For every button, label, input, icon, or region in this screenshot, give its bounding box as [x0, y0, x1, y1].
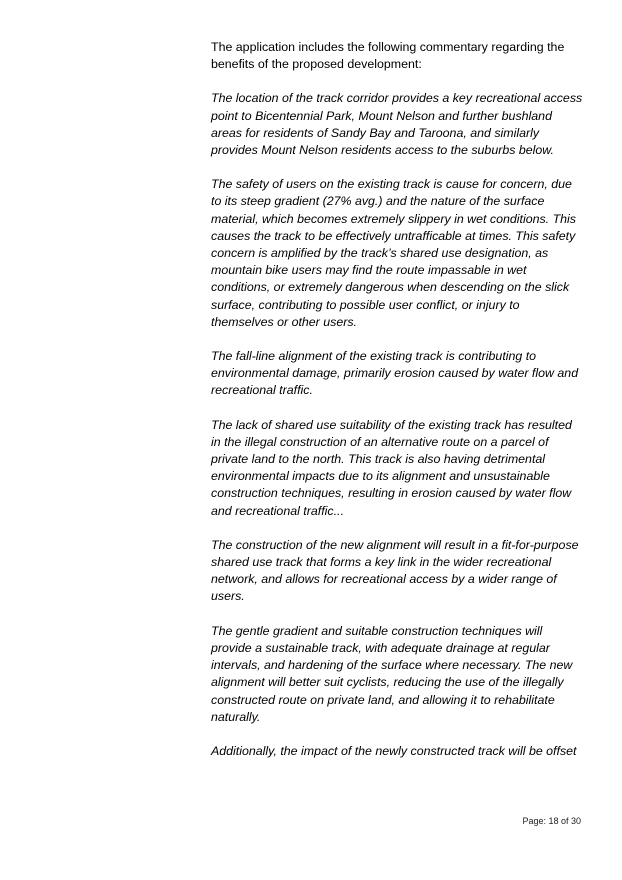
intro-paragraph: The application includes the following commentary regarding the benefits of the proposed development: — [211, 40, 565, 72]
quote-paragraph-location: The location of the track corridor provides a key recreational access point to Bicentennial Park, Mount Nelson and further bushland areas for residents of Sandy Bay and Taroona, and similarly provides Mount Nelson residents access to the suburbs below. — [211, 91, 583, 158]
page-number: Page: 18 of 30 — [522, 816, 581, 826]
quote-paragraph-fall-line: The fall-line alignment of the existing track is contributing to environmental damage, primarily erosion caused by water flow and recreational traffic. — [211, 349, 579, 398]
quote-paragraph-safety: The safety of users on the existing track is cause for concern, due to its steep gradient (27% avg.) and the nature of the surface material, which becomes extremely slippery in wet conditions. This causes the track to be effectively untrafficable at times. This safety concern is amplified by the track’s shared use designation, as mountain bike users may find the route impassable in wet conditions, or extremely dangerous when descending on the slick surface, contributing to possible user conflict, or injury to themselves or other users. — [211, 177, 576, 329]
quote-paragraph-gradient: The gentle gradient and suitable construction techniques will provide a sustainable track, with adequate drainage at regular intervals, and hardening of the surface where necessary. The new alignment will better suit cyclists, reducing the use of the illegally constructed route on private land, and allowing it to rehabilitate naturally. — [211, 623, 573, 724]
quote-paragraph-offset: Additionally, the impact of the newly constructed track will be offset — [211, 743, 577, 758]
quote-paragraph-shared-use: The lack of shared use suitability of the existing track has resulted in the illegal construction of an alternative route on a parcel of private land to the north. This track is also having detrimental environmental impacts due to its alignment and unsustainable construction techniques, resulting in erosion caused by water flow and recreational traffic... — [211, 417, 572, 518]
page-body — [211, 39, 583, 777]
quote-paragraph-new-alignment: The construction of the new alignment will result in a fit-for-purpose shared use track that forms a key link in the wider recreational network, and allows for recreational access by a wider range of users. — [211, 537, 579, 604]
